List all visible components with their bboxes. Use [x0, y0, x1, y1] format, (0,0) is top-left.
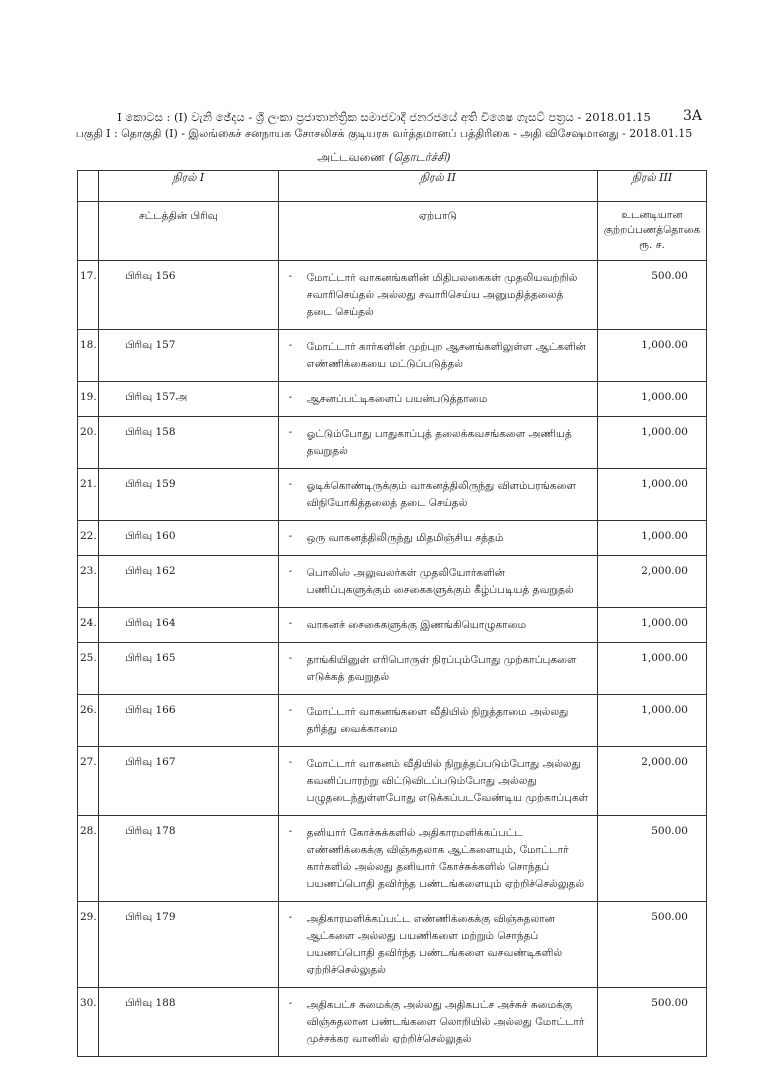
fine-subheader-currency: ரூ. ச. — [639, 239, 665, 251]
section-reference: பிரிவு 158 — [98, 417, 278, 469]
section-reference: பிரிவு 164 — [98, 608, 278, 643]
provision-text: மோட்டார் கார்களின் முற்புற ஆசனங்களிலுள்ள ஆட்களின் எண்ணிக்கையை மட்டுப்படுத்தல் — [306, 341, 586, 370]
fine-amount: 500.00 — [598, 988, 707, 1057]
row-number: 21. — [78, 469, 99, 521]
schedule-title-block — [0, 150, 768, 166]
section-reference: பிரிவு 160 — [98, 521, 278, 556]
gazette-header-tamil: பகுதி I : தொகுதி (I) - இலங்கைச் சனநாயக சோசலிசக் குடியரசு வர்த்தமானப் பத்திரிகை - அதி விசேஷமானது - 2018.01.15 — [75, 127, 693, 140]
row-number: 23. — [78, 556, 99, 608]
page-number: 3A — [682, 108, 702, 124]
provision-cell — [278, 330, 597, 382]
table-row — [78, 469, 707, 521]
provision-cell — [278, 643, 597, 695]
fine-subheader — [598, 202, 707, 261]
section-reference: பிரிவு 162 — [98, 556, 278, 608]
section-reference: பிரிவு 178 — [98, 816, 278, 902]
row-number: 20. — [78, 417, 99, 469]
provision-cell — [278, 382, 597, 417]
section-reference: பிரிவு 165 — [98, 643, 278, 695]
schedule-table — [77, 170, 707, 1057]
schedule-title: அட்டவணை — [317, 150, 385, 164]
section-reference: பிரிவு 166 — [98, 695, 278, 747]
column-3-header: நிரல் III — [598, 171, 707, 202]
provision-text: மோட்டார் வாகனங்களின் மிதிபலகைகள் முதலியவற்றில் சவாரிசெய்தல் அல்லது சவாரிசெய்ய அனுமதித்தலைத் தடை செய்தல் — [306, 272, 578, 318]
provision-cell — [278, 902, 597, 988]
provision-dash: - — [288, 270, 293, 282]
fine-amount: 1,000.00 — [598, 608, 707, 643]
provision-text: தாங்கியினுள் எரிபொருள் நிரப்பும்போது முற்காப்புகளை எடுக்கத் தவறுதல் — [306, 654, 577, 683]
provision-text: அதிகபட்ச சுமைக்கு அல்லது அதிகபட்ச அச்சுச் சுமைக்கு விஞ்சுதலான பண்டங்களை லொறியில் அல்லது மோட்டார் முச்சக்கர வானில் ஏற்றிச்செல்லுதல் — [306, 999, 585, 1045]
fine-amount: 1,000.00 — [598, 695, 707, 747]
fine-subheader-line-2: குற்றப்பணத்தொகை — [603, 224, 701, 236]
provision-text: ஓட்டும்போது பாதுகாப்புத் தலைக்கவசங்களை அணியத் தவறுதல் — [306, 428, 572, 457]
row-number: 27. — [78, 747, 99, 816]
fine-amount: 500.00 — [598, 261, 707, 330]
section-reference: பிரிவு 156 — [98, 261, 278, 330]
provision-cell — [278, 261, 597, 330]
provision-text: தனியார் கோச்சுக்களில் அதிகாரமளிக்கப்பட்ட எண்ணிக்கைக்கு விஞ்சுதலாக ஆட்களையும், மோட்டார் கார்களில் அல்லது தனியார் கோச்சுக்களில் சொந்தப் பயணப்பொதி தவிர்ந்த பண்டங்களையும் ஏற்றிச்செல்லுதல் — [306, 827, 585, 890]
row-number: 18. — [78, 330, 99, 382]
provision-cell — [278, 556, 597, 608]
row-number: 24. — [78, 608, 99, 643]
column-header-row — [78, 171, 707, 202]
provision-text: ஓடிக்கொண்டிருக்கும் வாகனத்திலிருந்து விளம்பரங்களை விநியோகித்தலைத் தடை செய்தல் — [306, 480, 577, 509]
section-reference: பிரிவு 159 — [98, 469, 278, 521]
provision-dash: - — [288, 756, 293, 768]
provision-dash: - — [288, 704, 293, 716]
table-row — [78, 902, 707, 988]
provision-text: மோட்டார் வாகனங்களை வீதியில் நிறுத்தாமை அல்லது தரித்து வைக்காமை — [306, 706, 569, 735]
provision-subheader: ஏற்பாடு — [278, 202, 597, 261]
provision-dash: - — [288, 565, 293, 577]
row-number: 29. — [78, 902, 99, 988]
provision-cell — [278, 608, 597, 643]
subheader-blank-cell — [78, 202, 99, 261]
provision-dash: - — [288, 530, 293, 542]
table-row — [78, 417, 707, 469]
provision-text: ஒரு வாகனத்திலிருந்து மிதமிஞ்சிய சத்தம் — [306, 532, 504, 544]
provision-text: அதிகாரமளிக்கப்பட்ட எண்ணிக்கைக்கு விஞ்சுதலான ஆட்களை அல்லது பயணிகளை மற்றும் சொந்தப் பயணப்பொதி தவிர்ந்த பண்டங்களை வசவண்டிகளில் ஏற்றிச்செல்லுதல் — [306, 913, 563, 976]
table-row — [78, 643, 707, 695]
row-number: 28. — [78, 816, 99, 902]
sub-header-row — [78, 202, 707, 261]
provision-text: ஆசனப்பட்டிகளைப் பயன்படுத்தாமை — [306, 393, 488, 405]
fine-amount: 1,000.00 — [598, 469, 707, 521]
provision-dash: - — [288, 652, 293, 664]
table-row — [78, 988, 707, 1057]
provision-text: பொலிஸ் அலுவலர்கள் முதலியோர்களின் பணிப்புகளுக்கும் சைகைகளுக்கும் கீழ்ப்படியத் தவறுதல் — [306, 567, 574, 596]
provision-dash: - — [288, 339, 293, 351]
table-row — [78, 330, 707, 382]
provision-dash: - — [288, 911, 293, 923]
provision-text: மோட்டார் வாகனம் வீதியில் நிறுத்தப்படும்போது அல்லது கவனிப்பாரற்று விட்டுவிடப்படும்போது அல்லது பழுதடைந்துள்ளபோது எடுக்கப்படவேண்டிய முற்காப்புகள் — [306, 758, 589, 804]
column-2-header: நிரல் II — [278, 171, 597, 202]
schedule-subtitle: (தொடர்ச்சி) — [388, 150, 451, 164]
fine-amount: 2,000.00 — [598, 747, 707, 816]
provision-dash: - — [288, 391, 293, 403]
table-row — [78, 816, 707, 902]
gazette-header-sinhala: I කොටස : (I) වැනි ඡේදය - ශ්‍රී ලංකා ප්‍රජාතාන්ත්‍රික සමාජවාදී ජනරජයේ අති විශෙෂ ගැසට් පත්‍රය - 2018.01.15 — [117, 110, 651, 124]
fine-amount: 500.00 — [598, 902, 707, 988]
provision-cell — [278, 417, 597, 469]
provision-cell — [278, 747, 597, 816]
section-reference: பிரிவு 167 — [98, 747, 278, 816]
table-row — [78, 608, 707, 643]
section-reference: பிரிவு 157அ — [98, 382, 278, 417]
fine-amount: 500.00 — [598, 816, 707, 902]
fine-amount: 1,000.00 — [598, 382, 707, 417]
row-number: 26. — [78, 695, 99, 747]
provision-dash: - — [288, 617, 293, 629]
section-reference: பிரிவு 188 — [98, 988, 278, 1057]
provision-cell — [278, 521, 597, 556]
row-number: 30. — [78, 988, 99, 1057]
provision-cell — [278, 988, 597, 1057]
table-row — [78, 695, 707, 747]
fine-subheader-line-1: உடனடியான — [621, 209, 683, 221]
provision-dash: - — [288, 426, 293, 438]
section-reference: பிரிவு 157 — [98, 330, 278, 382]
row-number: 17. — [78, 261, 99, 330]
provision-dash: - — [288, 478, 293, 490]
table-row — [78, 556, 707, 608]
provision-cell — [278, 469, 597, 521]
fine-amount: 1,000.00 — [598, 417, 707, 469]
fine-amount: 1,000.00 — [598, 521, 707, 556]
provision-cell — [278, 816, 597, 902]
schedule-rows — [78, 261, 707, 1057]
table-row — [78, 521, 707, 556]
column-1-header: நிரல் I — [98, 171, 278, 202]
section-subheader: சட்டத்தின் பிரிவு — [98, 202, 278, 261]
provision-cell — [278, 695, 597, 747]
row-number: 19. — [78, 382, 99, 417]
table-row — [78, 747, 707, 816]
table-row — [78, 261, 707, 330]
row-number: 22. — [78, 521, 99, 556]
fine-amount: 2,000.00 — [598, 556, 707, 608]
provision-text: வாகனச் சைகைகளுக்கு இணங்கியொழுகாமை — [306, 619, 527, 631]
table-row — [78, 382, 707, 417]
row-number: 25. — [78, 643, 99, 695]
fine-amount: 1,000.00 — [598, 330, 707, 382]
header-blank-cell — [78, 171, 99, 202]
fine-amount: 1,000.00 — [598, 643, 707, 695]
provision-dash: - — [288, 997, 293, 1009]
provision-dash: - — [288, 825, 293, 837]
section-reference: பிரிவு 179 — [98, 902, 278, 988]
